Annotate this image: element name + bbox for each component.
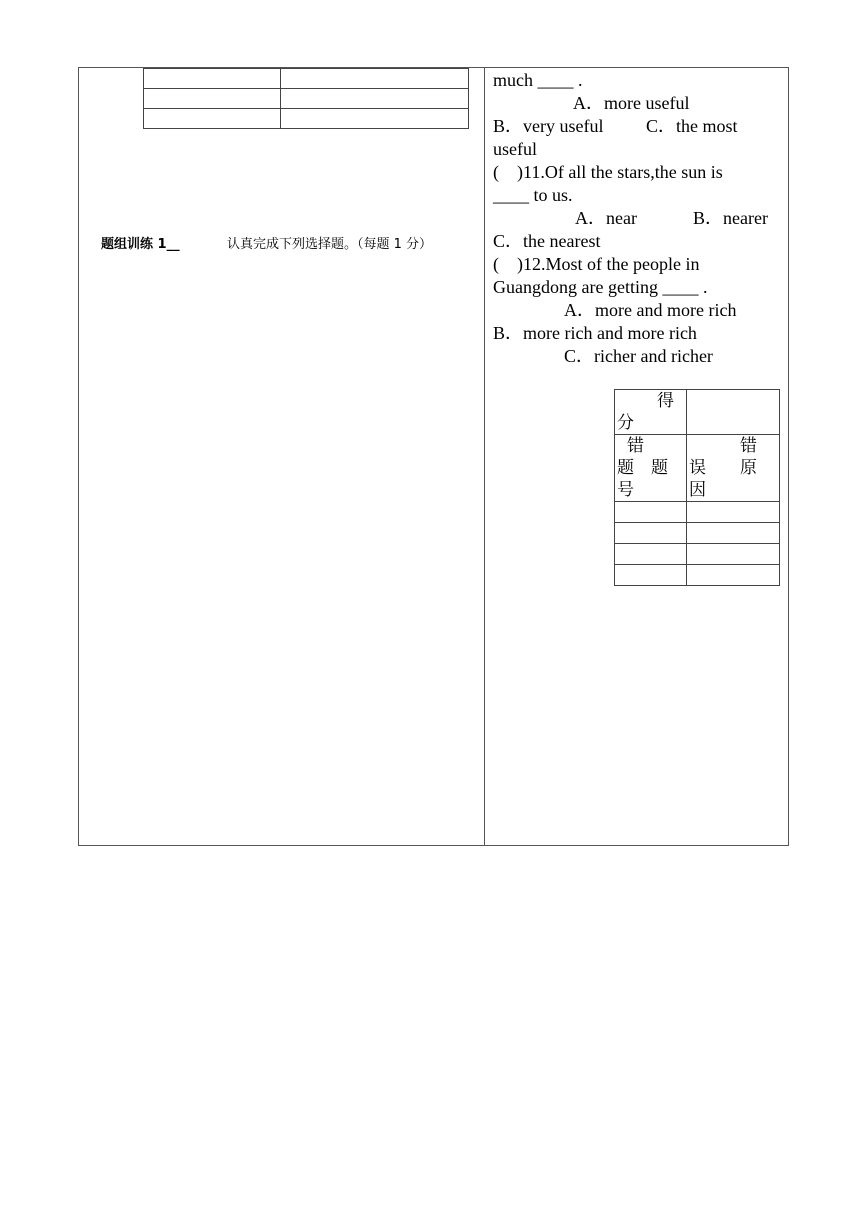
table-row — [144, 109, 469, 129]
option-line: A．more and more rich — [564, 300, 737, 320]
table-row — [144, 69, 469, 89]
question-line: much ____ . — [493, 70, 583, 90]
table-row — [144, 89, 469, 109]
option-line: A．more useful — [573, 93, 690, 113]
option-line: B．nearer — [693, 208, 768, 228]
question-line: ( )12.Most of the people in — [493, 254, 700, 274]
section-heading: 题组训练 1__ — [101, 237, 180, 252]
section-instruction: 认真完成下列选择题。（每题 1 分） — [227, 237, 433, 252]
table-row — [615, 390, 780, 435]
score-table — [614, 389, 780, 586]
question-line: ____ to us. — [493, 185, 573, 205]
option-line: B．very useful — [493, 116, 604, 136]
question-line: Guangdong are getting ____ . — [493, 277, 708, 297]
option-line: C．the most — [646, 116, 738, 136]
wrong-number-header: 错 题 题 号 — [615, 435, 687, 502]
score-value-cell — [687, 390, 780, 435]
table-row — [615, 523, 780, 544]
question-line: ( )11.Of all the stars,the sun is — [493, 162, 723, 182]
table-row — [615, 502, 780, 523]
option-line: C．the nearest — [493, 231, 601, 251]
option-line: B．more rich and more rich — [493, 323, 697, 343]
table-row — [615, 565, 780, 586]
column-divider — [484, 67, 485, 846]
option-line: A．near — [575, 208, 637, 228]
option-line: C．richer and richer — [564, 346, 713, 366]
wrong-reason-header: 错 误 原 因 — [687, 435, 780, 502]
top-blank-table — [143, 68, 469, 129]
score-label-cell: 得 分 — [615, 390, 687, 435]
table-row — [615, 435, 780, 502]
table-row — [615, 544, 780, 565]
option-line: useful — [493, 139, 537, 159]
